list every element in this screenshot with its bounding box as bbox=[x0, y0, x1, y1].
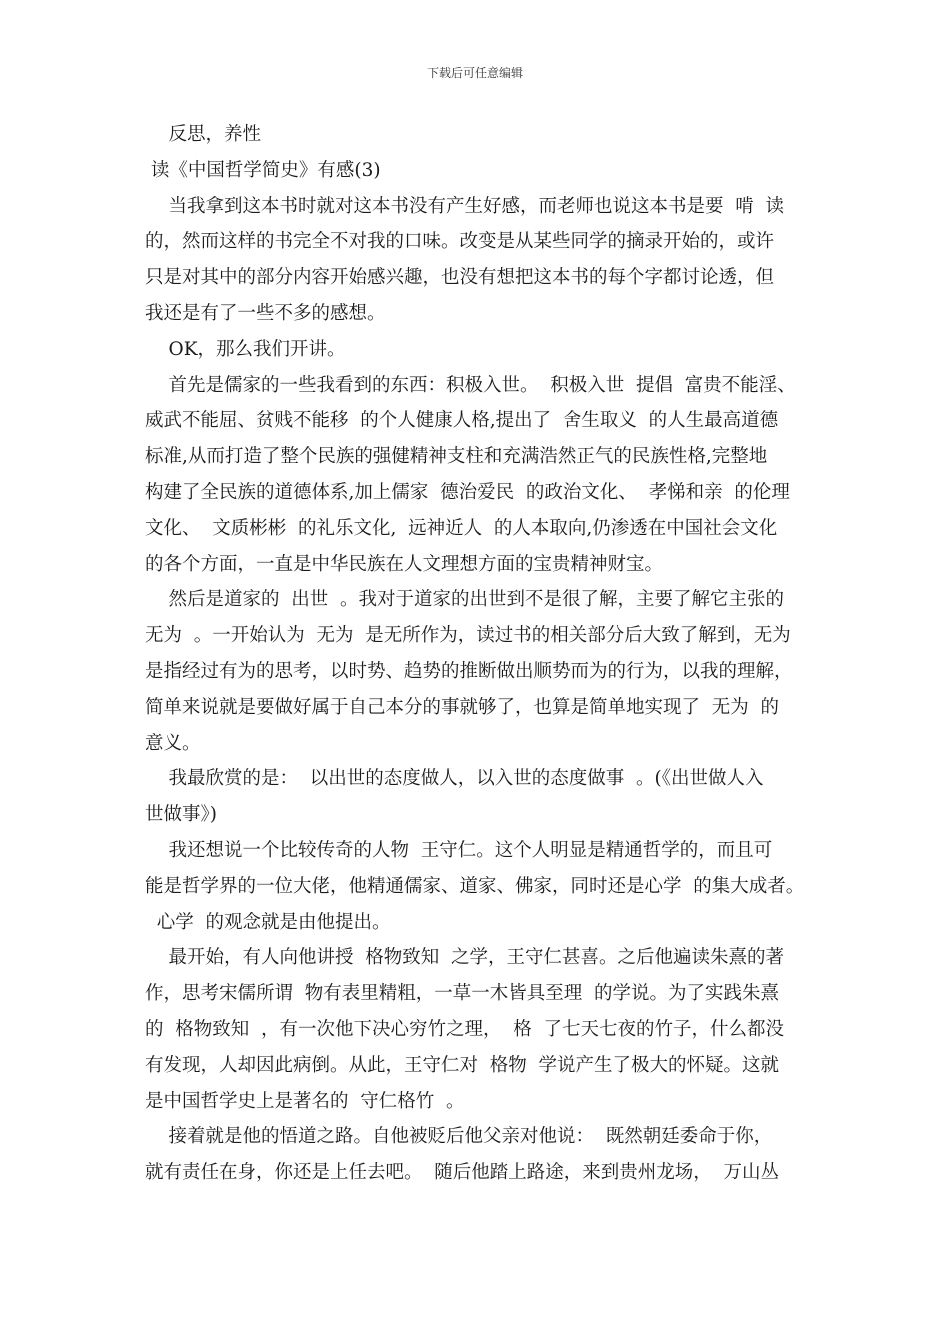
text-line: 的各个方面，一直是中华民族在人文理想方面的宝贵精神财宝。 bbox=[145, 553, 664, 575]
text-line: 是指经过有为的思考，以时势、趋势的推断做出顺势而为的行为，以我的理解， bbox=[145, 660, 793, 682]
text-line: 反思，养性 bbox=[145, 124, 262, 145]
text-line: 意义。 bbox=[145, 732, 201, 754]
text-line: 最开始，有人向他讲授 格物致知 之学，王守仁甚喜。之后他遍读朱熹的著 bbox=[145, 947, 785, 969]
text-line: 无为 。一开始认为 无为 是无所作为，读过书的相关部分后大致了解到，无为 bbox=[145, 625, 791, 647]
text-line: 只是对其中的部分内容开始感兴趣，也没有想把这本书的每个字都讨论透，但 bbox=[145, 267, 775, 289]
text-line: 构建了全民族的道德体系,加上儒家 德治爱民 的政治文化、 孝悌和亲 的伦理 bbox=[145, 481, 790, 503]
text-line: 是中国哲学史上是著名的 守仁格竹 。 bbox=[145, 1090, 465, 1112]
text-line: 接着就是他的悟道之路。自他被贬后他父亲对他说： 既然朝廷委命于你， bbox=[145, 1126, 773, 1148]
text-line: 我还是有了一些不多的感想。 bbox=[145, 302, 386, 324]
text-line: 文化、 文质彬彬 的礼乐文化, 远神近人 的人本取向,仍渗透在中国社会文化 bbox=[145, 517, 778, 539]
text-line: 的 格物致知 ，有一次他下决心穷竹之理， 格 了七天七夜的竹子，什么都没 bbox=[145, 1018, 785, 1040]
text-line: 就有责任在身，你还是上任去吧。 随后他踏上路途，来到贵州龙场， 万山丛 bbox=[145, 1162, 780, 1184]
text-line: 读《中国哲学简史》有感(3) bbox=[145, 159, 381, 181]
text-line: 世做事》) bbox=[145, 804, 217, 826]
text-line: 我最欣赏的是： 以出世的态度做人，以入世的态度做事 。(《出世做人入 bbox=[145, 768, 764, 790]
text-line: 有发现，人却因此病倒。从此，王守仁对 格物 学说产生了极大的怀疑。这就 bbox=[145, 1054, 780, 1076]
text-line: 能是哲学界的一位大佬，他精通儒家、道家、佛家，同时还是心学 的集大成者。 bbox=[145, 875, 805, 897]
text-line: OK，那么我们开讲。 bbox=[145, 338, 346, 360]
text-line: 作，思考宋儒所谓 物有表里精粗，一草一木皆具至理 的学说。为了实践朱熹 bbox=[145, 983, 780, 1005]
text-line: 的，然而这样的书完全不对我的口味。改变是从某些同学的摘录开始的，或许 bbox=[145, 231, 775, 253]
document-body bbox=[145, 117, 810, 1191]
text-line: 然后是道家的 出世 。我对于道家的出世到不是很了解，主要了解它主张的 bbox=[145, 589, 785, 611]
text-line: 标准,从而打造了整个民族的强健精神支柱和充满浩然正气的民族性格,完整地 bbox=[145, 446, 768, 468]
text-line: 简单来说就是要做好属于自己本分的事就够了，也算是简单地实现了 无为 的 bbox=[145, 696, 780, 718]
header-note: 下载后可任意编辑 bbox=[426, 66, 523, 80]
text-line: 威武不能屈、贫贱不能移 的个人健康人格,提出了 舍生取义 的人生最高道德 bbox=[145, 410, 779, 432]
text-line: 当我拿到这本书时就对这本书没有产生好感，而老师也说这本书是要 啃 读 bbox=[145, 195, 785, 217]
text-line: 我还想说一个比较传奇的人物 王守仁。这个人明显是精通哲学的，而且可 bbox=[145, 839, 773, 861]
text-line: 首先是儒家的一些我看到的东西：积极入世。 积极入世 提倡 富贵不能淫、 bbox=[145, 374, 796, 396]
text-line: 心学 的观念就是由他提出。 bbox=[145, 911, 391, 933]
